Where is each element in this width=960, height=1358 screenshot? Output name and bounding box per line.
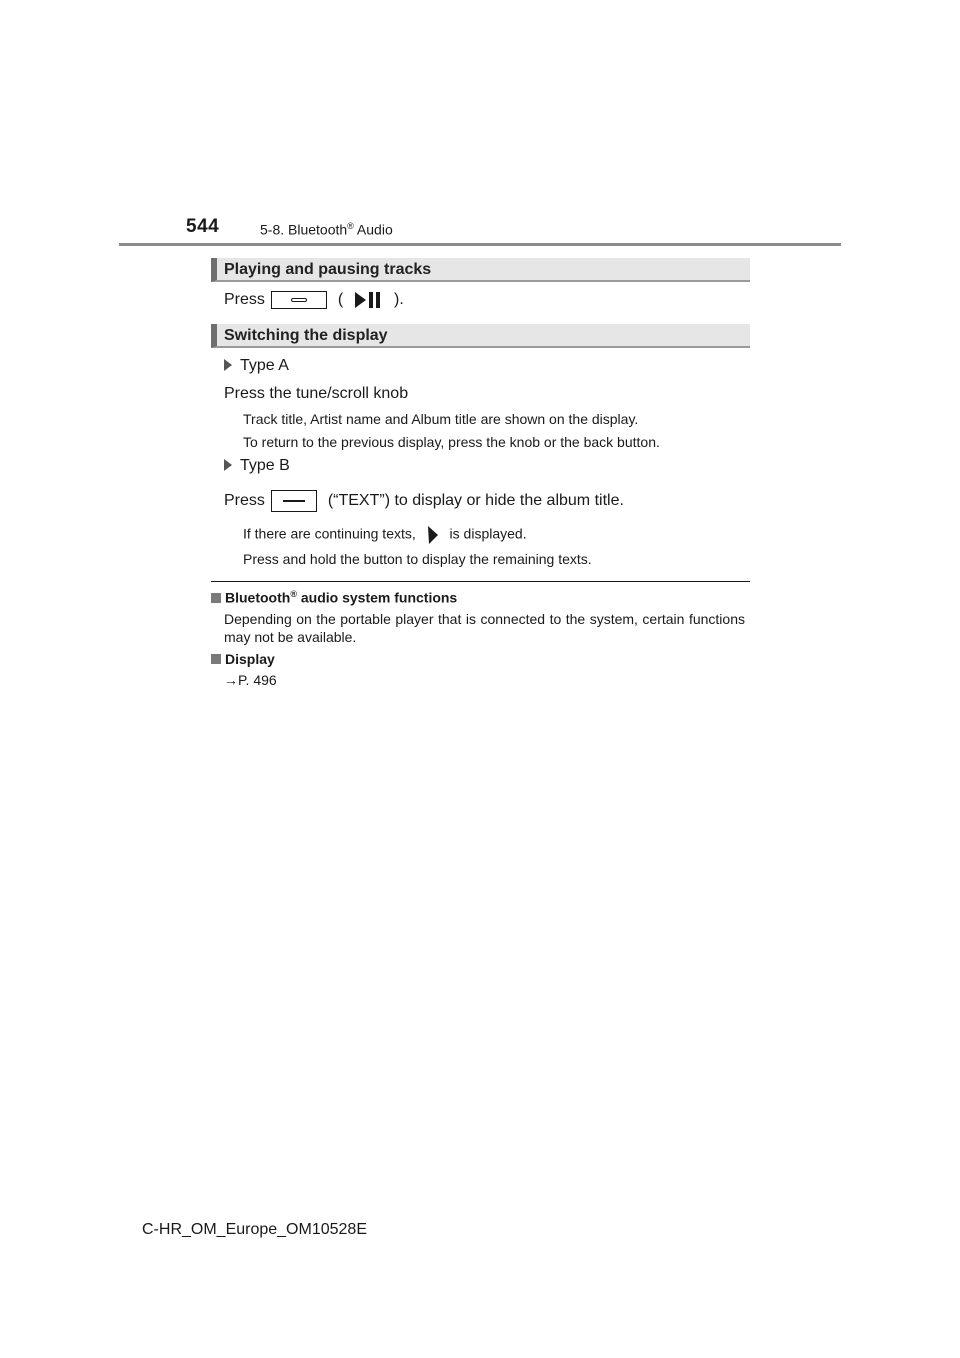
type-b-note-1	[243, 525, 527, 545]
type-b-press: Press	[224, 492, 265, 510]
type-b-note-1-pre: If there are continuing texts,	[243, 525, 416, 542]
chapter-title	[260, 221, 393, 238]
section-title-display: Switching the display	[224, 327, 388, 344]
type-b-instruction-line	[224, 490, 624, 512]
page-number: 544	[186, 216, 220, 237]
play-instruction	[224, 291, 404, 309]
continue-arrow-icon	[426, 525, 440, 545]
type-b-text: Type B	[240, 457, 290, 474]
paren-open: (	[337, 291, 344, 309]
square-bullet-icon	[211, 593, 221, 603]
type-a-label	[224, 357, 289, 375]
triangle-bullet-icon	[224, 359, 232, 371]
play-pause-icon	[354, 291, 382, 309]
notes-divider	[211, 581, 750, 582]
section-header-display	[211, 324, 750, 348]
text-button-glyph	[271, 490, 317, 512]
button-mark-icon	[291, 298, 307, 302]
note-body-bluetooth: Depending on the portable player that is connected to the system, certain functions may not be available.	[224, 611, 745, 645]
page-reference-link[interactable]: P. 496	[238, 672, 277, 688]
triangle-bullet-icon	[224, 459, 232, 471]
note-heading-display	[211, 651, 275, 667]
registered-mark: ®	[347, 221, 354, 231]
type-b-note-2: Press and hold the button to display the remaining texts.	[243, 551, 592, 567]
note-heading-2-text: Display	[225, 651, 275, 667]
note-heading-1-post: audio system functions	[296, 589, 458, 606]
registered-mark: ®	[290, 589, 297, 599]
dash-mark-icon	[283, 500, 305, 502]
type-a-note-1: Track title, Artist name and Album title are shown on the display.	[243, 411, 639, 427]
note-body-display	[224, 672, 277, 688]
type-a-text: Type A	[240, 357, 289, 374]
chapter-suffix: Audio	[353, 221, 393, 238]
press-label: Press	[224, 291, 265, 309]
chapter-prefix: 5-8. Bluetooth	[260, 221, 348, 238]
header-rule	[119, 243, 841, 246]
note-heading-1-pre: Bluetooth	[225, 589, 291, 606]
type-b-label	[224, 457, 290, 475]
type-a-note-2: To return to the previous display, press the knob or the back button.	[243, 434, 660, 450]
paren-close: ).	[394, 291, 404, 309]
type-a-instruction: Press the tune/scroll knob	[224, 385, 409, 402]
document-code: C-HR_OM_Europe_OM10528E	[142, 1221, 367, 1238]
note-heading-bluetooth	[211, 589, 457, 606]
reference-arrow: →	[224, 672, 238, 688]
type-b-note-1-post: is displayed.	[449, 525, 527, 542]
section-header-play	[211, 258, 750, 282]
playback-button-glyph	[271, 291, 327, 309]
type-b-instruction: (“TEXT”) to display or hide the album title.	[327, 492, 624, 510]
square-bullet-icon	[211, 654, 221, 664]
section-title-play: Playing and pausing tracks	[224, 261, 432, 278]
